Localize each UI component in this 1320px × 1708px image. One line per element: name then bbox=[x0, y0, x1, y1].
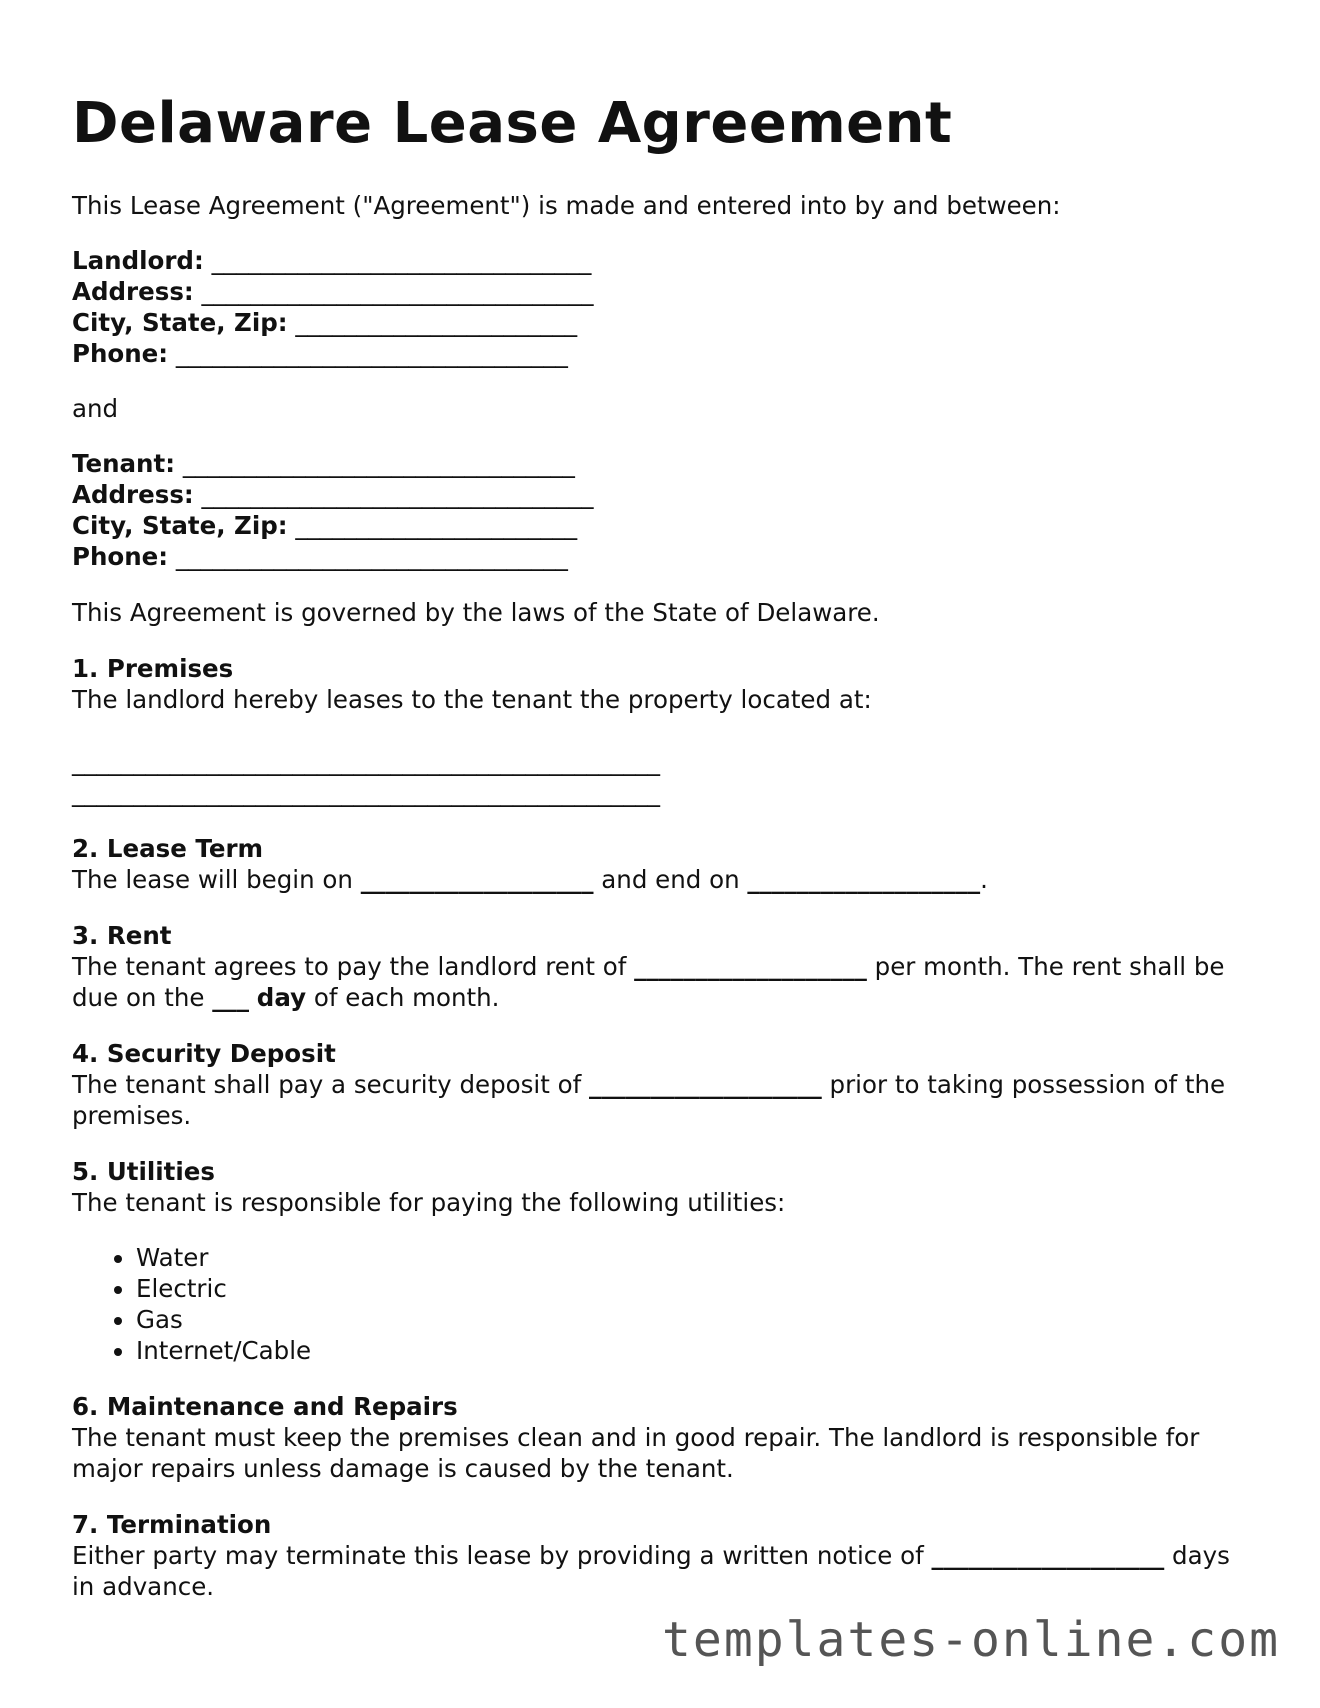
section-title: 1. Premises bbox=[72, 654, 234, 683]
tenant-phone-blank[interactable]: ________________________________ bbox=[175, 542, 568, 571]
deposit-text-a: The tenant shall pay a security deposit of bbox=[72, 1070, 590, 1099]
list-item: • Gas bbox=[136, 1304, 1252, 1335]
section-title: 3. Rent bbox=[72, 921, 172, 950]
watermark-text: templates-online.com bbox=[662, 1612, 1280, 1668]
section-text bbox=[72, 864, 1252, 895]
landlord-address-row bbox=[72, 276, 1252, 307]
landlord-city-blank[interactable]: _______________________ bbox=[295, 308, 578, 337]
landlord-city-row bbox=[72, 307, 1252, 338]
section-text bbox=[72, 951, 1252, 1013]
section-title: 4. Security Deposit bbox=[72, 1039, 336, 1068]
rent-day-word: day bbox=[256, 983, 307, 1012]
list-item: • Electric bbox=[136, 1273, 1252, 1304]
section-lease-term bbox=[72, 833, 1252, 895]
tenant-address-label: Address: bbox=[72, 480, 194, 509]
rent-amount-blank[interactable]: ___________________ bbox=[634, 952, 867, 981]
landlord-name-blank[interactable]: _______________________________ bbox=[211, 246, 592, 275]
deposit-text-b: prior to taking possession of the premises. bbox=[72, 1070, 1226, 1130]
section-title: 7. Termination bbox=[72, 1510, 272, 1539]
section-text bbox=[72, 1540, 1252, 1602]
notice-days-blank[interactable]: ___________________ bbox=[931, 1541, 1165, 1570]
landlord-label: Landlord: bbox=[72, 246, 204, 275]
premises-line-1[interactable]: ________________________________________________ bbox=[72, 747, 660, 776]
section-utilities bbox=[72, 1156, 1252, 1366]
section-text: The tenant is responsible for paying the following utilities: bbox=[72, 1188, 786, 1217]
start-date-blank[interactable]: ___________________ bbox=[360, 865, 594, 894]
section-text: The tenant must keep the premises clean and in good repair. The landlord is responsible for major repairs unless damage is caused by the tenant. bbox=[72, 1423, 1200, 1483]
intro-text: This Lease Agreement ("Agreement") is made and entered into by and between: bbox=[72, 191, 1061, 220]
section-maintenance bbox=[72, 1391, 1252, 1484]
landlord-phone-blank[interactable]: ________________________________ bbox=[175, 339, 568, 368]
section-security-deposit bbox=[72, 1038, 1252, 1131]
deposit-amount-blank[interactable]: ___________________ bbox=[589, 1070, 822, 1099]
premises-line-2[interactable]: ________________________________________________ bbox=[72, 778, 660, 807]
rent-text-b: per month. The rent shall be due on the bbox=[72, 952, 1225, 1012]
section-title: 5. Utilities bbox=[72, 1157, 215, 1186]
tenant-fields bbox=[72, 448, 1252, 572]
section-text bbox=[72, 1069, 1252, 1131]
landlord-name-row bbox=[72, 245, 1252, 276]
tenant-city-blank[interactable]: _______________________ bbox=[295, 511, 578, 540]
rent-text-a: The tenant agrees to pay the landlord rent of bbox=[72, 952, 635, 981]
tenant-phone-row bbox=[72, 541, 1252, 572]
rent-day-blank[interactable]: ___ bbox=[212, 983, 249, 1012]
term-text-c: . bbox=[980, 865, 988, 894]
landlord-address-blank[interactable]: ________________________________ bbox=[201, 277, 594, 306]
landlord-fields bbox=[72, 245, 1252, 369]
landlord-address-label: Address: bbox=[72, 277, 194, 306]
landlord-city-label: City, State, Zip: bbox=[72, 308, 288, 337]
term-text-b: and end on bbox=[593, 865, 748, 894]
landlord-phone-label: Phone: bbox=[72, 339, 169, 368]
tenant-name-row bbox=[72, 448, 1252, 479]
section-premises bbox=[72, 653, 1252, 808]
termination-text-a: Either party may terminate this lease by providing a written notice of bbox=[72, 1541, 932, 1570]
tenant-address-blank[interactable]: ________________________________ bbox=[201, 480, 594, 509]
tenant-name-blank[interactable]: ________________________________ bbox=[182, 449, 575, 478]
utilities-list bbox=[72, 1242, 1252, 1366]
governing-law-text: This Agreement is governed by the laws of the State of Delaware. bbox=[72, 598, 880, 627]
tenant-city-label: City, State, Zip: bbox=[72, 511, 288, 540]
premises-address-lines bbox=[72, 746, 1252, 808]
term-text-a: The lease will begin on bbox=[72, 865, 361, 894]
landlord-phone-row bbox=[72, 338, 1252, 369]
section-termination bbox=[72, 1509, 1252, 1602]
termination-text-b: days in advance. bbox=[72, 1541, 1230, 1601]
list-item: • Internet/Cable bbox=[136, 1335, 1252, 1366]
end-date-blank[interactable]: ___________________ bbox=[747, 865, 981, 894]
section-text: The landlord hereby leases to the tenant the property located at: bbox=[72, 685, 872, 714]
list-item: • Water bbox=[136, 1242, 1252, 1273]
section-rent bbox=[72, 920, 1252, 1013]
and-text: and bbox=[72, 394, 119, 423]
rent-text-c: of each month. bbox=[306, 983, 500, 1012]
section-title: 6. Maintenance and Repairs bbox=[72, 1392, 458, 1421]
tenant-address-row bbox=[72, 479, 1252, 510]
document-title: Delaware Lease Agreement bbox=[72, 91, 953, 156]
tenant-city-row bbox=[72, 510, 1252, 541]
tenant-label: Tenant: bbox=[72, 449, 176, 478]
section-title: 2. Lease Term bbox=[72, 834, 264, 863]
tenant-phone-label: Phone: bbox=[72, 542, 169, 571]
document-page bbox=[72, 88, 1252, 1602]
